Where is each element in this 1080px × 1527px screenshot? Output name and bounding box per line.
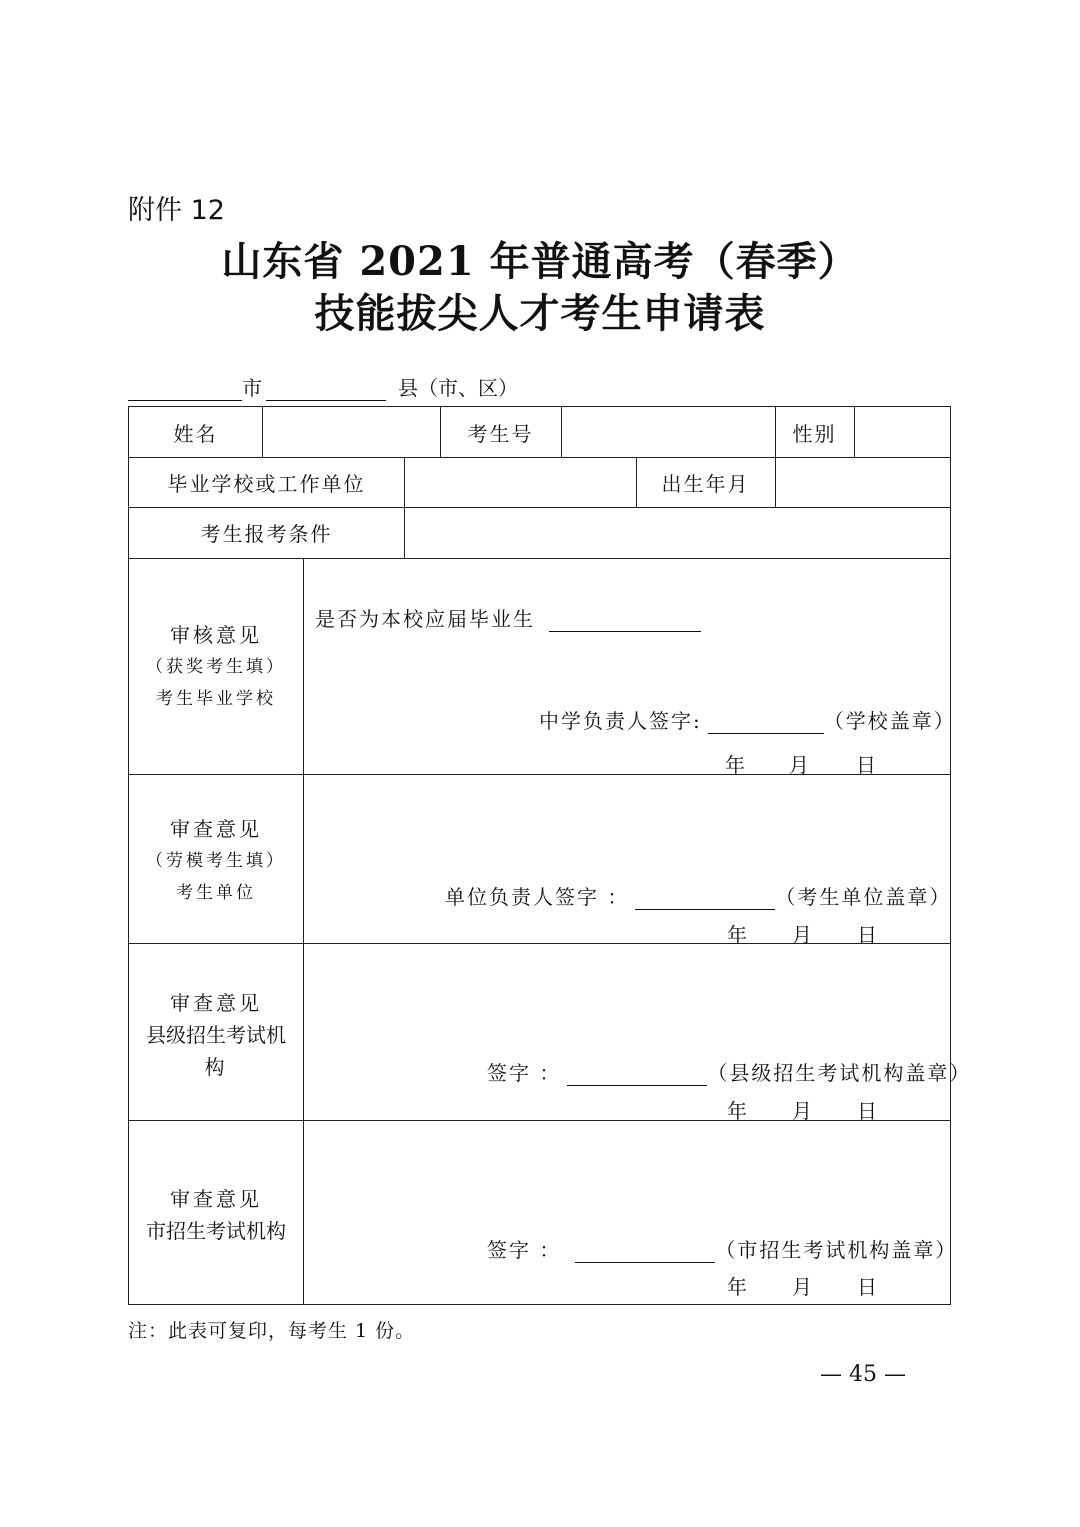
section-workplace-review-label	[129, 813, 303, 909]
section-title: 审查意见	[170, 991, 262, 1015]
footnote: 注：此表可复印，每考生 1 份。	[128, 1320, 416, 1342]
application-form-table: 姓名 考生号 性别 毕业学校或工作单位 出生年月 考生报考条件 审核意见 （获奖考生填） 考生毕业学校 是否为本校应届毕业生 中学负责人签字: （学校盖章） 年 月 日 审查意见 （劳模考生填） 考生单位 单位负责人签字 ： （考生单位盖章） 年 月 日 审查意见 县级招生考试机 构 签字 ： （县级招生考试机构盖章） 年 月 日 审查意见 市招生考试机构 签字 ： （市招生考试机构盖章） 年 月 日	[128, 406, 951, 1305]
section-school-review-label	[129, 619, 303, 715]
section-county-review-label	[129, 987, 303, 1083]
section-title: 审查意见	[170, 817, 262, 841]
exam-condition-field[interactable]	[405, 507, 951, 558]
section-org: 市招生考试机构	[146, 1219, 286, 1243]
birth-date-field[interactable]	[776, 457, 951, 507]
school-signature-line: 中学负责人签字: （学校盖章）	[539, 709, 956, 733]
city-signature-line: 签字 ： （市招生考试机构盖章）	[487, 1238, 958, 1262]
gender-label: 性别	[792, 421, 837, 446]
birth-date-label: 出生年月	[661, 471, 750, 496]
fresh-graduate-question: 是否为本校应届毕业生	[315, 603, 701, 632]
attachment-label: 附件 12	[128, 195, 225, 226]
section-org: 考生单位	[176, 883, 256, 903]
county-suffix: 县（市、区）	[398, 376, 518, 400]
section-city-review-label	[129, 1183, 303, 1247]
page-number: — 45 —	[820, 1362, 906, 1387]
county-signature-line: 签字 ： （县级招生考试机构盖章）	[487, 1061, 972, 1085]
city-signature-blank[interactable]	[575, 1244, 715, 1263]
exam-number-label: 考生号	[467, 421, 534, 446]
section-subtitle: （获奖考生填）	[146, 657, 286, 677]
region-line	[128, 372, 518, 401]
county-signature-blank[interactable]	[567, 1067, 707, 1086]
school-signature-blank[interactable]	[708, 715, 824, 734]
workplace-signature-blank[interactable]	[635, 891, 775, 910]
form-title-line1: 山东省 2021 年普通高考（春季）	[221, 238, 859, 285]
section-subtitle: （劳模考生填）	[146, 851, 286, 871]
gender-field[interactable]	[855, 407, 951, 457]
section-org-line2: 构	[204, 1055, 228, 1079]
exam-number-field[interactable]	[562, 407, 775, 457]
school-or-workplace-field[interactable]	[405, 457, 636, 507]
workplace-signature-line: 单位负责人签字 ： （考生单位盖章）	[445, 885, 952, 909]
name-label: 姓名	[173, 421, 218, 446]
county-blank[interactable]	[266, 380, 386, 401]
city-blank[interactable]	[128, 380, 242, 401]
section-title: 审查意见	[170, 1187, 262, 1211]
school-or-workplace-label: 毕业学校或工作单位	[167, 471, 366, 496]
section-org: 考生毕业学校	[156, 689, 276, 709]
name-field[interactable]	[263, 407, 440, 457]
exam-condition-label: 考生报考条件	[200, 522, 333, 546]
section-title: 审核意见	[170, 623, 262, 647]
city-suffix: 市	[242, 376, 262, 400]
form-title-line2: 技能拔尖人才考生申请表	[314, 290, 766, 337]
fresh-graduate-answer-blank[interactable]	[549, 613, 701, 632]
section-org-line1: 县级招生考试机	[146, 1023, 286, 1047]
